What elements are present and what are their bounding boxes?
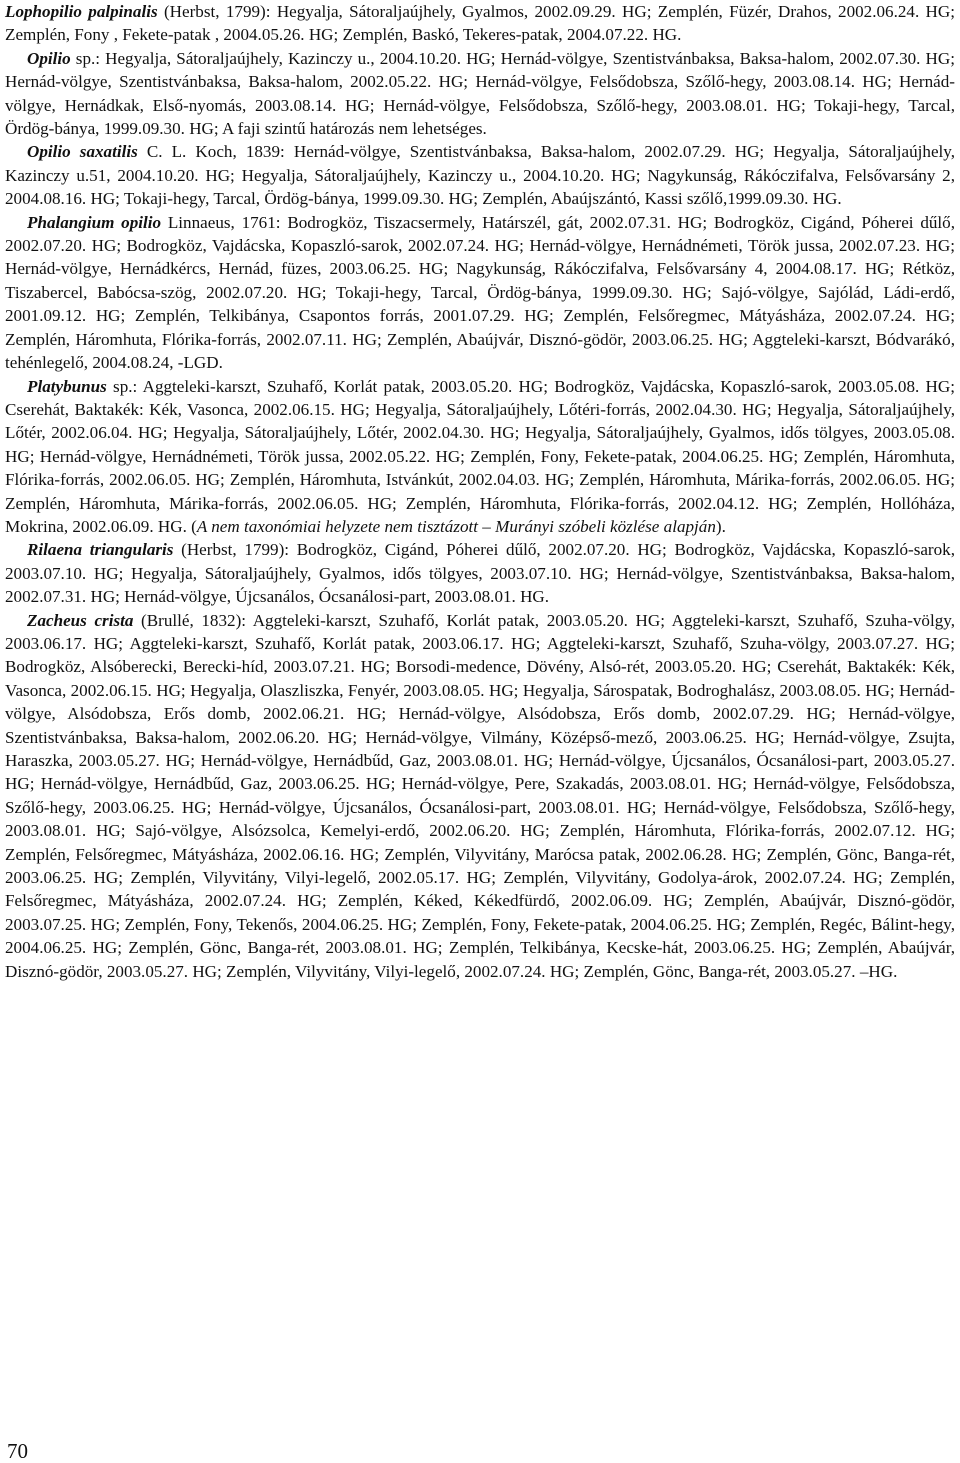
species-record-text: (Herbst, 1799): Hegyalja, Sátoraljaújhely, Gyalmos, 2002.09.29. HG; Zemplén, Füzér, Drahos, 2002.06.24. HG; Zemplén, Fony , Fekete-patak , 2004.05.26. HG; Zemplén, Baskó, Tekeres-patak, 2004.07.22. HG. <box>5 2 955 45</box>
species-name: Opilio saxatilis <box>27 142 138 162</box>
species-name: Lophopilio palpinalis <box>5 2 158 21</box>
species-name: Opilio <box>27 48 71 68</box>
species-record-text: (Herbst, 1799): Bodrogköz, Cigánd, Póherei dűlő, 2002.07.20. HG; Bodrogköz, Vajdácska, Kopaszló-sarok, 2003.07.10. HG; Hegyalja, Sátoraljaújhely, Gyalmos, idős tölgyes, 2003.07.10. HG; Hernád-völgye, Szentistvánbaksa, Baksa-halom, 2002.07.31. HG; Hernád-völgye, Újcsanálos, Ócsanálosi-part, 2003.08.01. HG. <box>5 540 955 607</box>
species-name: Rilaena triangularis <box>27 540 174 560</box>
species-name: Zacheus crista <box>27 610 134 630</box>
species-record-text: (Brullé, 1832): Aggteleki-karszt, Szuhafő, Korlát patak, 2003.05.20. HG; Aggteleki-karszt, Szuhafő, Szuha-völgy, 2003.06.17. HG; Aggteleki-karszt, Szuhafő, Korlát patak, 2003.06.17. HG; Aggteleki-karszt, Szuhafő, Szuha-völgy, 2003.07.27. HG; Bodrogköz, Alsóberecki, Berecki-híd, 2003.07.21. HG; Borsodi-medence, Dövény, Alsó-rét, 2003.05.20. HG; Cserehát, Baktakék: Kék, Vasonca, 2002.06.15. HG; Hegyalja, Olaszliszka, Fenyér, 2003.08.05. HG; Hegyalja, Sárospatak, Bodroghalász, 2003.08.05. HG; Hernád-völgye, Alsódobsza, Erős domb, 2002.06.21. HG; Hernád-völgye, Alsódobsza, Erős domb, 2002.07.29. HG; Hernád-völgye, Szentistvánbaksa, Baksa-halom, 2002.06.20. HG; Hernád-völgye, Vilmány, Középső-mező, 2003.06.25. HG; Hernád-völgye, Zsujta, Haraszka, 2003.05.27. HG; Hernád-völgye, Hernádbűd, Gaz, 2003.08.01. HG; Hernád-völgye, Újcsanálos, Ócsanálosi-part, 2003.05.27. HG; Hernád-völgye, Hernádbűd, Gaz, 2003.06.25. HG; Hernád-völgye, Pere, Szakadás, 2003.08.01. HG; Hernád-völgye, Felsődobsza, Szőlő-hegy, 2003.06.25. HG; Hernád-völgye, Újcsanálos, Ócsanálosi-part, 2003.08.01. HG; Hernád-völgye, Felsődobsza, Szőlő-hegy, 2003.08.01. HG; Sajó-völgye, Alsózsolca, Kemelyi-erdő, 2002.06.20. HG; Zemplén, Háromhuta, Flórika-forrás, 2002.07.12. HG; Zemplén, Felsőregmec, Mátyásháza, 2002.06.16. HG; Zemplén, Vilyvitány, Marócsa patak, 2002.06.28. HG; Zemplén, Gönc, Banga-rét, 2003.06.25. HG; Zemplén, Vilyvitány, Vilyi-legelő, 2002.05.17. HG; Zemplén, Vilyvitány, Godolya-árok, 2002.07.24. HG; Zemplén, Felsőregmec, Mátyásháza, 2002.07.24. HG; Zemplén, Kéked, Kékedfürdő, 2002.06.09. HG; Zemplén, Abaújvár, Disznó-gödör, 2003.07.25. HG; Zemplén, Fony, Tekenős, 2004.06.25. HG; Zemplén, Fony, Fekete-patak, 2004.06.25. HG; Zemplén, Regéc, Bálint-hegy, 2004.06.25. HG; Zemplén, Gönc, Banga-rét, 2003.08.01. HG; Zemplén, Telkibánya, Kecske-hát, 2003.06.25. HG; Zemplén, Abaújvár, Disznó-gödör, 2003.05.27. HG; Zemplén, Vilyvitány, Vilyi-legelő, 2002.07.24. HG; Zemplén, Gönc, Banga-rét, 2003.05.27. –HG. <box>5 610 955 981</box>
species-entry <box>5 538 955 608</box>
species-name: Phalangium opilio <box>27 212 162 232</box>
species-entry <box>5 375 955 539</box>
taxonomy-note: A nem taxonómiai helyzete nem tisztázott – Murányi szóbeli közlése alapján <box>196 516 716 536</box>
species-record-text: sp.: Hegyalja, Sátoraljaújhely, Kazinczy u., 2004.10.20. HG; Hernád-völgye, Szentistvánbaksa, Baksa-halom, 2002.07.30. HG; Hernád-völgye, Szentistvánbaksa, Baksa-halom, 2002.05.22. HG; Hernád-völgye, Felsődobsza, Szőlő-hegy, 2003.08.14. HG; Hernád-völgye, Hernádkak, Első-nyomás, 2003.08.14. HG; Hernád-völgye, Felsődobsza, Szőlő-hegy, 2003.08.01. HG; Tokaji-hegy, Tarcal, Ördög-bánya, 1999.09.30. HG; A faji szintű határozás nem lehetséges. <box>5 48 955 139</box>
species-entry <box>5 47 955 141</box>
species-entry <box>5 0 955 47</box>
species-entry <box>5 609 955 984</box>
species-entry <box>5 140 955 210</box>
species-entry <box>5 211 955 375</box>
species-records-text <box>5 0 955 983</box>
species-name: Platybunus <box>27 376 107 396</box>
species-record-text: sp.: Aggteleki-karszt, Szuhafő, Korlát patak, 2003.05.20. HG; Bodrogköz, Vajdácska, Kopaszló-sarok, 2003.05.08. HG; Cserehát, Baktakék: Kék, Vasonca, 2002.06.15. HG; Hegyalja, Sátoraljaújhely, Lőtéri-forrás, 2002.04.30. HG; Hegyalja, Sátoraljaújhely, Lőtér, 2002.06.04. HG; Hegyalja, Sátoraljaújhely, Lőtér, 2002.04.30. HG; Hegyalja, Sátoraljaújhely, Gyalmos, idős tölgyes, 2003.05.08. HG; Hernád-völgye, Hernádnémeti, Török jussa, 2002.05.22. HG; Zemplén, Fony, Fekete-patak, 2004.06.25. HG; Zemplén, Háromhuta, Flórika-forrás, 2002.06.05. HG; Zemplén, Háromhuta, Istvánkút, 2002.04.03. HG; Zemplén, Háromhuta, Márika-forrás, 2002.06.05. HG; Zemplén, Háromhuta, Márika-forrás, 2002.06.05. HG; Zemplén, Háromhuta, Flórika-forrás, 2002.04.12. HG; Zemplén, Hollóháza, Mokrina, 2002.06.09. HG. ( <box>5 376 955 536</box>
species-record-text: Linnaeus, 1761: Bodrogköz, Tiszacsermely, Határszél, gát, 2002.07.31. HG; Bodrogköz, Cigánd, Póherei dűlő, 2002.07.20. HG; Bodrogköz, Vajdácska, Kopaszló-sarok, 2002.07.24. HG; Hernád-völgye, Hernádnémeti, Török jussa, 2002.07.23. HG; Hernád-völgye, Hernádkércs, Hernád, füzes, 2003.06.25. HG; Nagykunság, Rákóczifalva, Felsővarsány 4, 2004.08.17. HG; Rétköz, Tiszabercel, Babócsa-szög, 2002.07.20. HG; Tokaji-hegy, Tarcal, Ördög-bánya, 1999.09.30. HG; Sajó-völgye, Sajólád, Ládi-erdő, 2001.09.12. HG; Zemplén, Telkibánya, Csapontos forrás, 2001.07.29. HG; Zemplén, Felsőregmec, Mátyásháza, 2002.07.24. HG; Zemplén, Háromhuta, Flórika-forrás, 2002.07.11. HG; Zemplén, Abaújvár, Disznó-gödör, 2003.06.25. HG; Aggteleki-karszt, Bódvarákó, tehénlegelő, 2004.08.24, -LGD. <box>5 212 955 373</box>
note-closing: ). <box>715 516 726 536</box>
page-number: 70 <box>7 1439 28 1463</box>
species-record-text: C. L. Koch, 1839: Hernád-völgye, Szentistvánbaksa, Baksa-halom, 2002.07.29. HG; Hegyalja, Sátoraljaújhely, Kazinczy u.51, 2004.10.20. HG; Hegyalja, Sátoraljaújhely, Kazinczy u., 2004.10.20. HG; Nagykunság, Rákóczifalva, Felsővarsány 2, 2004.08.16. HG; Tokaji-hegy, Tarcal, Ördög-bánya, 1999.09.30. HG; Zemplén, Abaújszántó, Kassi szőlő,1999.09.30. HG. <box>5 142 955 209</box>
